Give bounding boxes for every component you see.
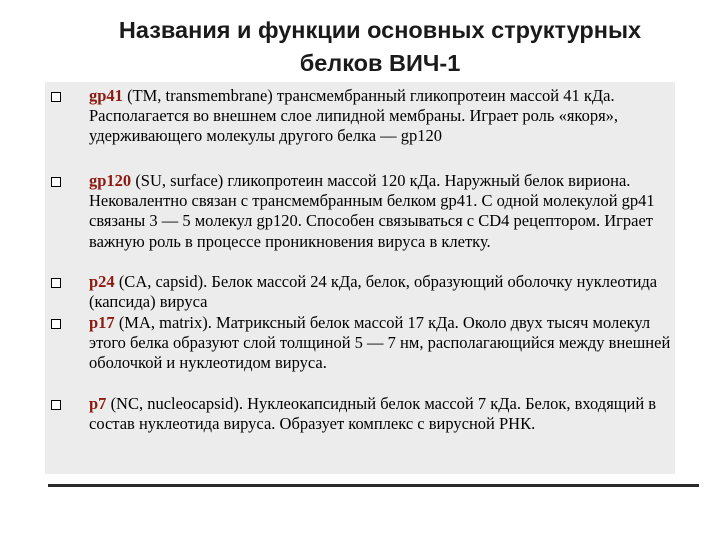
protein-description: (MA, matrix). Матриксный белок массой 17 кДа. Около двух тысяч молекул этого белка образуют слой толщиной 5 — 7 нм, располагающийся между внешней оболочкой и нуклеотидом вируса. [89, 313, 671, 373]
protein-description: (CA, capsid). Белок массой 24 кДа, белок, образующий оболочку нуклеотида (капсида) вируса [89, 272, 658, 312]
list-item-text [89, 313, 675, 374]
protein-description: (NC, nucleocapsid). Нуклеокапсидный белок массой 7 кДа. Белок, входящий в состав нуклеотида вируса. Образует комплекс с вирусной РНК. [89, 394, 657, 434]
list-item-text [89, 171, 675, 252]
protein-code: gp41 [89, 86, 123, 105]
bottom-divider [48, 484, 699, 487]
list-item-text [89, 394, 675, 434]
protein-code: p24 [89, 272, 115, 291]
square-bullet-icon [51, 278, 61, 288]
square-bullet-icon [51, 177, 61, 187]
protein-code: p7 [89, 394, 107, 413]
protein-code: gp120 [89, 171, 132, 190]
title-line-2: белков ВИЧ-1 [299, 50, 461, 76]
list-item-text [89, 86, 675, 147]
protein-description: (TM, transmembrane) трансмембранный гликопротеин массой 41 кДа. Располагается во внешнем слое липидной мембраны. Играет роль «якоря», удерживающего молекулы другого белка — gp120 [89, 86, 619, 146]
square-bullet-icon [51, 400, 61, 410]
square-bullet-icon [51, 92, 61, 102]
protein-description: (SU, surface) гликопротеин массой 120 кДа. Наружный белок вириона. Нековалентно связан с трансмембранным белком gp41. С одной молекулой gp41 связаны 3 — 5 молекул gp120. Способен связываться с CD4 рецептором. Играет важную роль в процессе проникновения вируса в клетку. [89, 171, 655, 251]
title-line-1: Названия и функции основных структурных [118, 17, 642, 43]
content-panel [45, 82, 675, 474]
square-bullet-icon [51, 319, 61, 329]
protein-code: p17 [89, 313, 115, 332]
slide-title [40, 14, 720, 80]
list-item-text [89, 272, 675, 312]
